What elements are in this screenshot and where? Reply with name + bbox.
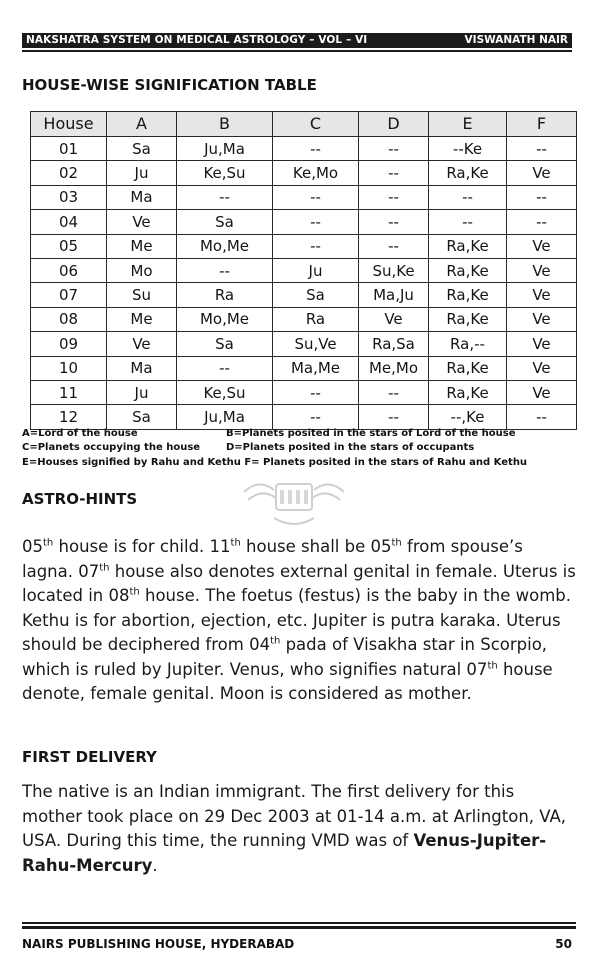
table-cell: -- [359, 210, 429, 234]
col-header-house: House [31, 112, 107, 137]
legend-a: A=Lord of the house [22, 428, 138, 439]
text-fragment: house also denotes external genital in female. Uterus is located in 08 [22, 561, 576, 605]
text-fragment: The native is an Indian immigrant. The first delivery for this mother took place on 29 Dec 2003 at 01-14 a.m. at Arlington, VA, USA. During this time, the running VMD was of [22, 782, 567, 850]
table-cell: Ra,Ke [429, 307, 507, 331]
table-cell: Ra,Ke [429, 234, 507, 258]
header-rule [22, 50, 572, 52]
ordinal-suffix: th [99, 562, 110, 573]
ordinal-suffix: th [129, 586, 140, 598]
text-fragment: house shall be 05 [240, 537, 392, 556]
text-fragment: house denote, female genital. Moon is considered as mother. [22, 659, 553, 703]
table-cell: Ra,Ke [429, 356, 507, 380]
table-cell: 05 [31, 234, 107, 258]
table-cell: Ve [507, 332, 577, 356]
vmd-period: Venus-Jupiter-Rahu-Mercury [22, 831, 547, 875]
table-cell: --,Ke [429, 405, 507, 429]
table-cell: Ve [507, 234, 577, 258]
table-cell: -- [429, 185, 507, 209]
legend-e-f: E=Houses signified by Rahu and Kethu F= Planets posited in the stars of Rahu and Kethu [22, 457, 528, 468]
table-cell: -- [507, 210, 577, 234]
table-cell: -- [359, 380, 429, 404]
table-cell: Sa [177, 210, 273, 234]
col-header-d: D [359, 112, 429, 137]
table-cell: 09 [31, 332, 107, 356]
table-row [31, 332, 577, 356]
table-title: HOUSE-WISE SIGNIFICATION TABLE [22, 76, 317, 94]
table-cell: Mo [107, 258, 177, 282]
table-cell: Su,Ke [359, 258, 429, 282]
table-cell: Ve [107, 210, 177, 234]
table-cell: Sa [273, 283, 359, 307]
table-cell: Ve [359, 307, 429, 331]
table-cell: 07 [31, 283, 107, 307]
table-cell: 04 [31, 210, 107, 234]
table-cell: -- [177, 356, 273, 380]
table-cell: -- [273, 405, 359, 429]
table-cell: -- [177, 258, 273, 282]
text-fragment: house is for child. 11 [53, 537, 231, 556]
table-cell: -- [359, 405, 429, 429]
legend-d: D=Planets posited in the stars of occupants [226, 442, 475, 453]
table-cell: -- [359, 161, 429, 185]
table-cell: -- [359, 185, 429, 209]
table-row [31, 161, 577, 185]
table-cell: Ke,Mo [273, 161, 359, 185]
signification-table [30, 111, 577, 430]
first-delivery-heading: FIRST DELIVERY [22, 748, 157, 766]
table-cell: -- [273, 210, 359, 234]
book-title: NAKSHATRA SYSTEM ON MEDICAL ASTROLOGY – VOL – VI [26, 34, 368, 46]
ordinal-suffix: th [487, 660, 498, 671]
table-row [31, 258, 577, 282]
table-cell: Me [107, 307, 177, 331]
table-cell: Ju [107, 380, 177, 404]
table-cell: -- [507, 405, 577, 429]
table-row [31, 185, 577, 209]
author-name: VISWANATH NAIR [464, 34, 568, 46]
table-cell: Ve [507, 380, 577, 404]
table-cell: 12 [31, 405, 107, 429]
table-cell: Ve [507, 283, 577, 307]
table-row [31, 137, 577, 161]
ordinal-suffix: th [391, 537, 402, 549]
table-cell: Ra [273, 307, 359, 331]
table-cell: Ma [107, 356, 177, 380]
table-row [31, 283, 577, 307]
table-cell: Ju,Ma [177, 137, 273, 161]
table-cell: -- [273, 380, 359, 404]
publisher-watermark-logo [234, 474, 354, 534]
table-header-row [31, 112, 577, 137]
table-cell: Ju [273, 258, 359, 282]
footer-rule [22, 926, 576, 929]
running-header [22, 33, 572, 48]
table-cell: Sa [107, 137, 177, 161]
table-cell: 08 [31, 307, 107, 331]
table-cell: Ve [507, 161, 577, 185]
table-cell: 02 [31, 161, 107, 185]
table-cell: Mo,Me [177, 234, 273, 258]
table-cell: --Ke [429, 137, 507, 161]
table-cell: Ke,Su [177, 380, 273, 404]
table-cell: -- [507, 137, 577, 161]
table-cell: -- [273, 234, 359, 258]
table-cell: Ju,Ma [177, 405, 273, 429]
table-cell: Ve [507, 258, 577, 282]
table-cell: Ma,Me [273, 356, 359, 380]
ordinal-suffix: th [43, 537, 54, 549]
table-cell: Me [107, 234, 177, 258]
table-cell: Sa [107, 405, 177, 429]
ordinal-suffix: th [270, 635, 281, 647]
text-fragment: from spouse’s lagna. 07 [22, 537, 523, 581]
col-header-e: E [429, 112, 507, 137]
publisher-name: NAIRS PUBLISHING HOUSE, HYDERABAD [22, 937, 295, 951]
table-row [31, 210, 577, 234]
text-fragment: 05 [22, 537, 43, 556]
table-row [31, 380, 577, 404]
table-cell: Mo,Me [177, 307, 273, 331]
astro-hints-heading: ASTRO-HINTS [22, 490, 138, 508]
table-cell: -- [273, 185, 359, 209]
table-cell: Ra [177, 283, 273, 307]
legend-b: B=Planets posited in the stars of Lord of the house [226, 428, 516, 439]
text-fragment: . [152, 855, 158, 875]
table-cell: Ra,Ke [429, 380, 507, 404]
page-number: 50 [555, 937, 572, 951]
astro-hints-paragraph [22, 535, 578, 707]
col-header-b: B [177, 112, 273, 137]
table-cell: -- [429, 210, 507, 234]
table-row [31, 234, 577, 258]
table-cell: -- [507, 185, 577, 209]
table-cell: Ju [107, 161, 177, 185]
footer-rule [22, 922, 576, 924]
table-cell: Ve [507, 356, 577, 380]
legend-c: C=Planets occupying the house [22, 442, 201, 453]
text-fragment: pada of Visakha star in Scorpio, which is ruled by Jupiter. Venus, who signifies natural 07 [22, 635, 548, 679]
table-row [31, 307, 577, 331]
table-cell: Me,Mo [359, 356, 429, 380]
table-cell: Ra,Sa [359, 332, 429, 356]
table-cell: 11 [31, 380, 107, 404]
table-cell: Ke,Su [177, 161, 273, 185]
table-cell: Ra,Ke [429, 258, 507, 282]
col-header-c: C [273, 112, 359, 137]
col-header-f: F [507, 112, 577, 137]
table-cell: Ra,-- [429, 332, 507, 356]
table-cell: Su [107, 283, 177, 307]
table-cell: -- [359, 137, 429, 161]
ordinal-suffix: th [230, 537, 241, 549]
table-row [31, 405, 577, 429]
table-row [31, 356, 577, 380]
table-cell: 03 [31, 185, 107, 209]
table-cell: Su,Ve [273, 332, 359, 356]
table-cell: Ra,Ke [429, 283, 507, 307]
table-cell: 10 [31, 356, 107, 380]
table-cell: 01 [31, 137, 107, 161]
table-cell: Ve [507, 307, 577, 331]
first-delivery-paragraph [22, 780, 578, 878]
table-cell: -- [359, 234, 429, 258]
table-cell: -- [273, 137, 359, 161]
table-cell: Ma [107, 185, 177, 209]
table-cell: Ma,Ju [359, 283, 429, 307]
table-cell: Ra,Ke [429, 161, 507, 185]
table-cell: Ve [107, 332, 177, 356]
table-cell: -- [177, 185, 273, 209]
table-cell: Sa [177, 332, 273, 356]
col-header-a: A [107, 112, 177, 137]
table-cell: 06 [31, 258, 107, 282]
text-fragment: house. The foetus (festus) is the baby in the womb. Kethu is for abortion, ejection, etc. Jupiter is putra karaka. Uterus should be deciphered from 04 [22, 586, 572, 654]
